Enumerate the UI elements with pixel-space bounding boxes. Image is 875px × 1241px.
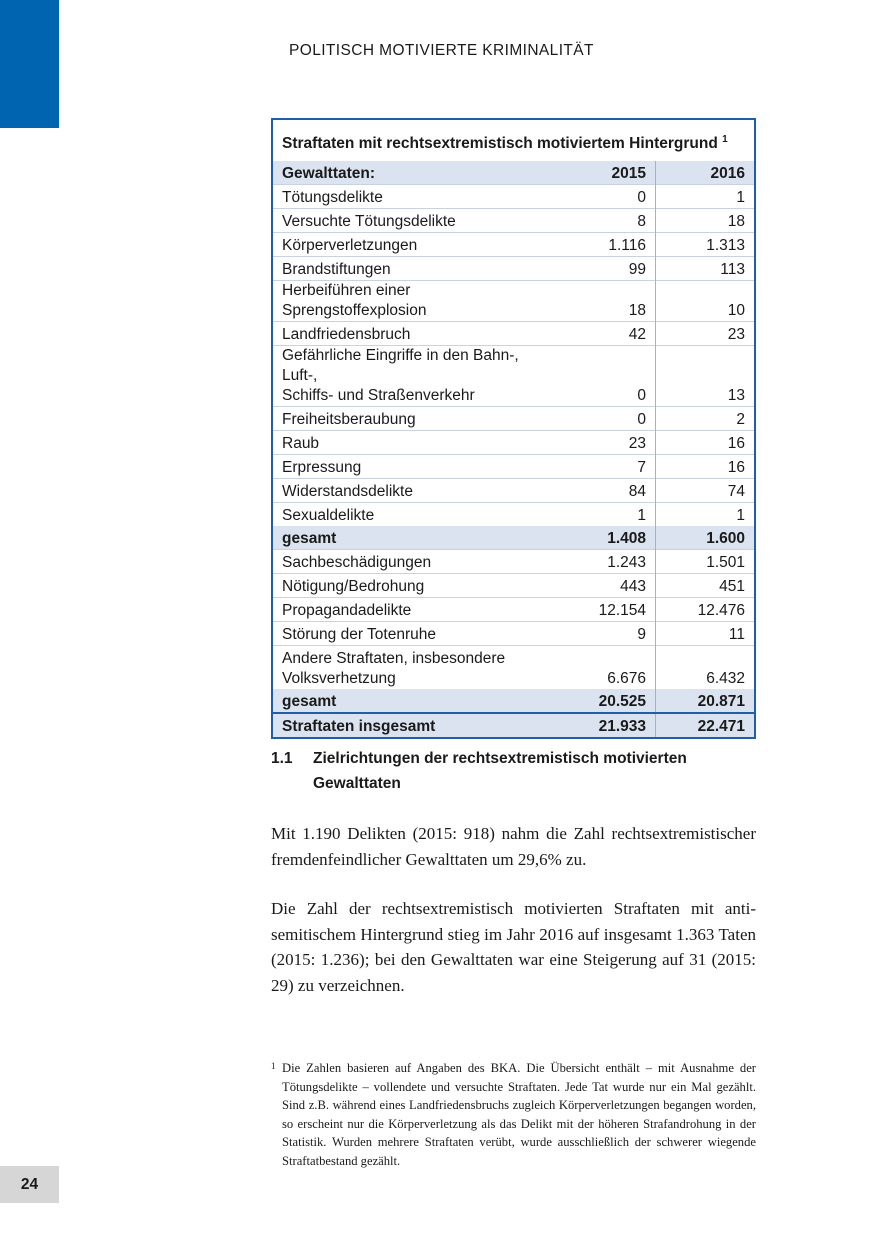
row-label: Versuchte Tötungsdelikte [273,209,557,233]
table-row [273,233,754,257]
value-2015: 8 [557,209,656,233]
subtotal-2015: 1.408 [557,526,656,550]
value-2016: 451 [656,574,755,598]
row-label: Nötigung/Bedrohung [273,574,557,598]
table-header-row [273,161,754,185]
value-2015: 1.116 [557,233,656,257]
subtotal-row [273,526,754,550]
footnote-text: Die Zahlen basieren auf Angaben des BKA. Die Übersicht enthält – mit Ausnahme der Tötungsdelikte – vollendete und versuchte Straftaten. Jede Tat wurde nur ein Mal gezählt. Sind z.B. während eines Landfriedensbruchs zugleich Körperverletzungen begangen worden, so erscheint nur die Körperverletzung als das Delikt mit der höheren Strafandrohung in der Statistik. Wurden mehrere Straftaten verübt, wurde ausschließlich der schwerer wiegende Straftatbestand gezählt. [282,1061,756,1168]
table-row [273,209,754,233]
subtotal-2015: 20.525 [557,689,656,713]
value-2016: 113 [656,257,755,281]
column-header-2016: 2016 [656,161,755,185]
table-row [273,646,754,690]
subtotal-label: gesamt [273,526,557,550]
value-2016: 10 [656,281,755,322]
row-label: Propagandadelikte [273,598,557,622]
section-number: 1.1 [271,750,293,767]
value-2015: 1.243 [557,550,656,574]
table-row [273,574,754,598]
row-label-line: Schiffs- und Straßenverkehr [282,387,475,405]
grand-total-row [273,713,754,737]
value-2015: 0 [557,346,656,407]
subtotal-label: gesamt [273,689,557,713]
value-2015: 42 [557,322,656,346]
running-header: POLITISCH MOTIVIERTE KRIMINALITÄT [289,42,594,59]
row-label: Freiheitsberaubung [273,407,557,431]
table-row [273,455,754,479]
value-2016: 1 [656,503,755,527]
value-2015: 99 [557,257,656,281]
value-2016: 18 [656,209,755,233]
table-row [273,550,754,574]
subtotal-2016: 1.600 [656,526,755,550]
subtotal-row [273,689,754,713]
row-label [273,646,557,690]
value-2015: 6.676 [557,646,656,690]
grand-total-label: Straftaten insgesamt [273,713,557,737]
row-label: Störung der Totenruhe [273,622,557,646]
table-title [273,120,754,161]
value-2015: 23 [557,431,656,455]
row-label-line: Volksverhetzung [282,670,396,688]
value-2016: 6.432 [656,646,755,690]
row-label: Brandstiftungen [273,257,557,281]
value-2015: 0 [557,407,656,431]
column-header-label: Gewalttaten: [273,161,557,185]
value-2015: 18 [557,281,656,322]
value-2015: 84 [557,479,656,503]
column-header-2015: 2015 [557,161,656,185]
footnote [271,1059,756,1171]
value-2016: 1.501 [656,550,755,574]
section-title: Zielrichtungen der rechtsextremistisch motivierten Gewalttaten [313,750,687,792]
value-2016: 13 [656,346,755,407]
value-2016: 16 [656,431,755,455]
table-title-text: Straftaten mit rechtsextremistisch motiviertem Hintergrund [282,135,718,153]
value-2015: 9 [557,622,656,646]
value-2016: 1 [656,185,755,209]
row-label: Landfriedensbruch [273,322,557,346]
row-label: Widerstandsdelikte [273,479,557,503]
accent-bar [0,0,59,128]
value-2016: 12.476 [656,598,755,622]
value-2015: 12.154 [557,598,656,622]
row-label: Sachbeschädigungen [273,550,557,574]
row-label: Erpressung [273,455,557,479]
value-2016: 16 [656,455,755,479]
table-row [273,479,754,503]
table-row [273,622,754,646]
value-2016: 74 [656,479,755,503]
row-label: Körperverletzungen [273,233,557,257]
value-2016: 11 [656,622,755,646]
row-label-line: Andere Straftaten, insbesondere [282,650,506,668]
table-row [273,407,754,431]
grand-total-2015: 21.933 [557,713,656,737]
value-2015: 0 [557,185,656,209]
row-label: Sexualdelikte [273,503,557,527]
grand-total-2016: 22.471 [656,713,755,737]
table-row [273,431,754,455]
table-row [273,346,754,407]
value-2015: 1 [557,503,656,527]
value-2016: 23 [656,322,755,346]
row-label: Tötungsdelikte [273,185,557,209]
row-label: Raub [273,431,557,455]
subtotal-2016: 20.871 [656,689,755,713]
table-row [273,598,754,622]
value-2015: 443 [557,574,656,598]
table-row [273,503,754,527]
section-heading [271,746,756,796]
body-paragraph: Die Zahl der rechtsextremistisch motivierten Straftaten mit antisemitischem Hintergrund stieg im Jahr 2016 auf insgesamt 1.363 Taten (2015: 1.236); bei den Gewalttaten war eine Steigerung auf 31 (2015: 29) zu verzeichnen. [271,899,756,995]
value-2015: 7 [557,455,656,479]
table-row [273,281,754,322]
row-label: Herbeiführen einer Sprengstoffexplosion [273,281,557,322]
value-2016: 1.313 [656,233,755,257]
row-label [273,346,557,407]
body-paragraph: Mit 1.190 Delikten (2015: 918) nahm die Zahl rechtsextremistischer fremdenfeindlicher Gewalttaten um 29,6% zu. [271,824,756,869]
table-row [273,257,754,281]
footnote-reference: 1 [722,134,728,145]
row-label-line: Gefährliche Eingriffe in den Bahn-, Luft-, [282,347,519,385]
footnote-mark: 1 [271,1061,276,1071]
value-2016: 2 [656,407,755,431]
table-title-row [273,120,754,161]
table-row [273,185,754,209]
page-number: 24 [0,1166,59,1203]
crime-statistics-table [271,118,756,739]
table-row [273,322,754,346]
